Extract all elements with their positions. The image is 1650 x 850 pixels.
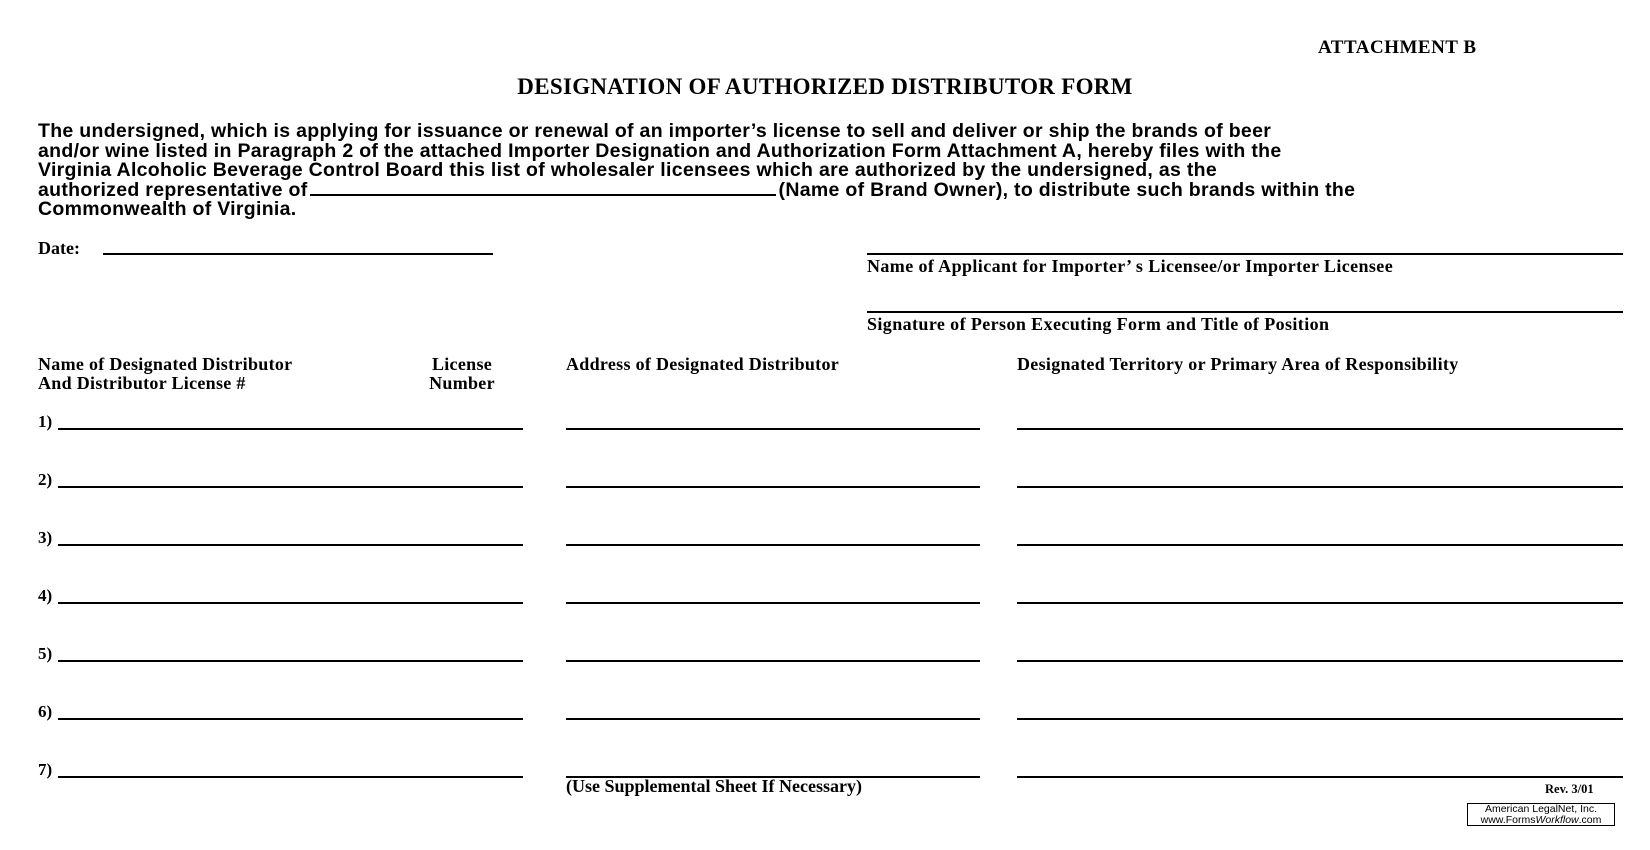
license-header-line-1: License <box>431 354 493 374</box>
address-field[interactable] <box>566 486 980 488</box>
row-number: 1) <box>38 412 53 431</box>
row-number: 7) <box>38 760 53 779</box>
territory-column-header: Designated Territory or Primary Area of Responsibility <box>1017 354 1459 374</box>
address-column-header: Address of Designated Distributor <box>566 354 840 374</box>
distributor-field[interactable] <box>58 660 523 662</box>
row-number: 6) <box>38 702 53 721</box>
intro-line-4-before: authorized representative of <box>38 178 308 201</box>
revision-label: Rev. 3/01 <box>1545 782 1594 796</box>
territory-field[interactable] <box>1017 486 1623 488</box>
distributor-header-line-2: And Distributor License # <box>38 373 246 393</box>
logo-line-1: American LegalNet, Inc. <box>1484 803 1598 815</box>
brand-owner-field[interactable] <box>310 194 776 196</box>
logo-line-2 <box>1468 815 1614 826</box>
territory-field[interactable] <box>1017 544 1623 546</box>
territory-field[interactable] <box>1017 718 1623 720</box>
row-number: 4) <box>38 586 53 605</box>
address-field[interactable] <box>566 718 980 720</box>
row-number: 5) <box>38 644 53 663</box>
address-field[interactable] <box>566 602 980 604</box>
applicant-label: Name of Applicant for Importer’ s Licensee/or Importer Licensee <box>867 256 1394 276</box>
distributor-field[interactable] <box>58 602 523 604</box>
row-number: 2) <box>38 470 53 489</box>
supplemental-note: (Use Supplemental Sheet If Necessary) <box>566 776 862 796</box>
intro-line-4-after: (Name of Brand Owner), to distribute such brands within the <box>778 178 1356 201</box>
intro-line-1: The undersigned, which is applying for issuance or renewal of an importer’s license to sell and deliver or ship the brands of beer <box>38 120 1272 142</box>
territory-field[interactable] <box>1017 776 1623 778</box>
logo-line-2-prefix: www.Forms <box>1480 814 1536 826</box>
distributor-field[interactable] <box>58 776 523 778</box>
intro-line-2: and/or wine listed in Paragraph 2 of the attached Importer Designation and Authorization Form Attachment A, hereby files with the <box>38 139 1282 162</box>
distributor-field[interactable] <box>58 718 523 720</box>
logo-line-2-suffix: .com <box>1578 814 1602 826</box>
date-label: Date: <box>38 238 80 258</box>
license-column-header <box>414 355 510 393</box>
address-field[interactable] <box>566 660 980 662</box>
american-legalnet-logo <box>1467 803 1615 826</box>
logo-line-2-italic: Workflow <box>1535 814 1579 826</box>
address-field[interactable] <box>566 544 980 546</box>
distributor-field[interactable] <box>58 428 523 430</box>
intro-paragraph <box>38 122 1628 220</box>
attachment-label: ATTACHMENT B <box>1318 37 1477 58</box>
applicant-name-field[interactable] <box>867 253 1623 255</box>
territory-field[interactable] <box>1017 428 1623 430</box>
signature-field[interactable] <box>867 311 1623 313</box>
distributor-header-line-1: Name of Designated Distributor <box>38 354 293 374</box>
distributor-field[interactable] <box>58 486 523 488</box>
date-field[interactable] <box>103 253 493 255</box>
license-header-line-2: Number <box>429 373 495 393</box>
signature-label: Signature of Person Executing Form and Title of Position <box>867 314 1330 334</box>
territory-field[interactable] <box>1017 660 1623 662</box>
distributor-column-header <box>38 355 292 393</box>
territory-field[interactable] <box>1017 602 1623 604</box>
address-field[interactable] <box>566 428 980 430</box>
distributor-field[interactable] <box>58 544 523 546</box>
intro-line-5: Commonwealth of Virginia. <box>38 198 297 220</box>
intro-line-3: Virginia Alcoholic Beverage Control Board this list of wholesaler licensees which are authorized by the undersigned, as the <box>38 159 1218 181</box>
form-title: DESIGNATION OF AUTHORIZED DISTRIBUTOR FORM <box>517 74 1133 99</box>
row-number: 3) <box>38 528 53 547</box>
